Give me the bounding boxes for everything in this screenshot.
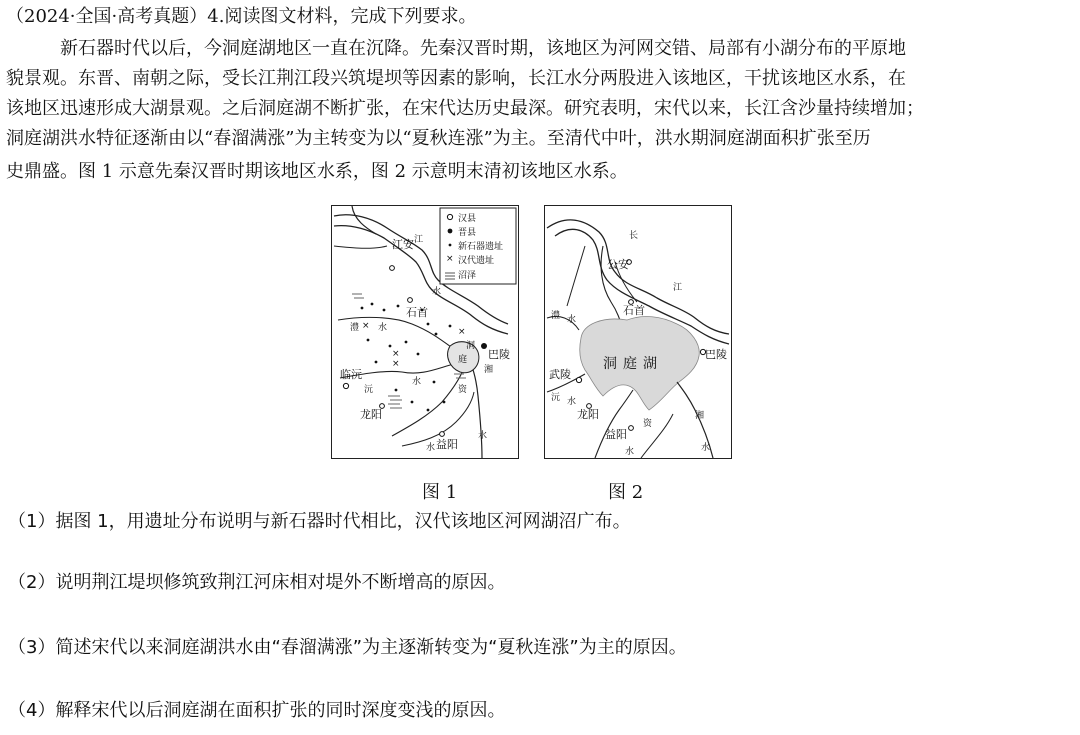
fig1-river-li: 澧 [350,323,360,333]
figure-1-caption: 图 1 [422,482,458,503]
fig1-place-baling: 巴陵 [488,348,510,361]
fig1-river-shui-4: 水 [426,443,436,453]
fig1-river-shui-2: 水 [378,323,388,333]
fig2-river-shui-1: 水 [567,315,577,325]
passage-line-1: 新石器时代以后，今洞庭湖地区一直在沉降。先秦汉晋时期，该地区为河网交错、局部有小湖分布的平原地 [60,38,906,59]
svg-text:×: × [392,349,400,359]
fig2-river-chang: 长 [629,231,639,241]
svg-text:×: × [458,327,466,337]
fig2-river-li: 澧 [551,311,561,321]
fig2-river-shui-2: 水 [567,397,577,407]
fig2-river-shui-4: 水 [701,443,711,453]
passage-line-4: 洞庭湖洪水特征逐渐由以“春溜满涨”为主转变为以“夏秋连涨”为主。至清代中叶，洪水期洞庭湖面积扩张至历 [6,128,871,149]
figure-1-map [331,205,519,459]
fig1-river-shui-3: 水 [412,377,422,387]
fig1-river-shui-1: 水 [432,287,442,297]
svg-text:×: × [362,321,370,331]
fig1-river-ting: 庭 [458,355,468,365]
fig1-place-shishou: 石首 [406,306,428,319]
fig2-place-longyang: 龙阳 [577,408,599,421]
fig2-place-baling: 巴陵 [705,348,727,361]
fig2-river-yuan: 沅 [551,393,561,403]
fig1-river-yuan: 沅 [364,385,374,395]
question-source: （2024·全国·高考真题） [6,6,208,27]
legend-neolithic-site: 新石器遗址 [458,242,504,252]
fig2-place-yiyang: 益阳 [605,428,627,441]
fig1-river-jiang: 江 [414,235,424,245]
fig2-lake-dongting: 洞庭湖 [603,356,663,372]
fig1-place-longyang: 龙阳 [360,408,382,421]
question-3: （3）简述宋代以来洞庭湖洪水由“春溜满涨”为主逐渐转变为“夏秋连涨”为主的原因。 [8,637,687,658]
fig1-river-zi: 资 [458,385,468,395]
fig2-river-jiang: 江 [673,283,683,293]
fig2-river-zi: 资 [643,419,653,429]
question-1: （1）据图 1，用遗址分布说明与新石器时代相比，汉代该地区河网湖沼广布。 [8,511,631,532]
fig1-place-linyuan: 临沅 [340,368,362,381]
legend-han-county: 汉县 [458,214,477,224]
fig2-river-shui-3: 水 [625,447,635,457]
legend-jin-county: 晋县 [458,228,477,238]
fig2-place-gongan: 公安 [607,258,629,271]
question-header [6,2,476,32]
fig1-river-xiang: 湘 [484,365,494,375]
question-4: （4）解释宋代以后洞庭湖在面积扩张的同时深度变浅的原因。 [8,700,506,721]
fig2-place-shishou: 石首 [623,304,645,317]
passage-line-3: 该地区迅速形成大湖景观。之后洞庭湖不断扩张，在宋代达历史最深。研究表明，宋代以来，长江含沙量持续增加； [6,98,924,119]
figure-2-map [544,205,732,459]
passage-line-2: 貌景观。东晋、南朝之际，受长江荆江段兴筑堤坝等因素的影响，长江水分两股进入该地区，干扰该地区水系，在 [6,68,906,89]
question-2: （2）说明荆江堤坝修筑致荆江河床相对堤外不断增高的原因。 [8,572,506,593]
fig1-place-jiangan: 江安 [392,238,414,251]
fig2-river-xiang: 湘 [695,411,705,421]
legend-han-site: 汉代遗址 [458,256,495,266]
fig1-place-yiyang: 益阳 [436,438,458,451]
fig1-river-shui-5: 水 [478,431,488,441]
figure-2-caption: 图 2 [608,482,644,503]
svg-text:×: × [392,359,400,369]
fig1-river-dong: 洞 [466,341,476,351]
legend-marsh: 沼泽 [458,271,477,281]
fig2-place-wuling: 武陵 [549,368,571,381]
legend-han-site-marker: × [446,254,454,264]
passage-line-5: 史鼎盛。图 1 示意先秦汉晋时期该地区水系，图 2 示意明末清初该地区水系。 [6,161,628,182]
question-title: 4.阅读图文材料，完成下列要求。 [207,6,477,27]
